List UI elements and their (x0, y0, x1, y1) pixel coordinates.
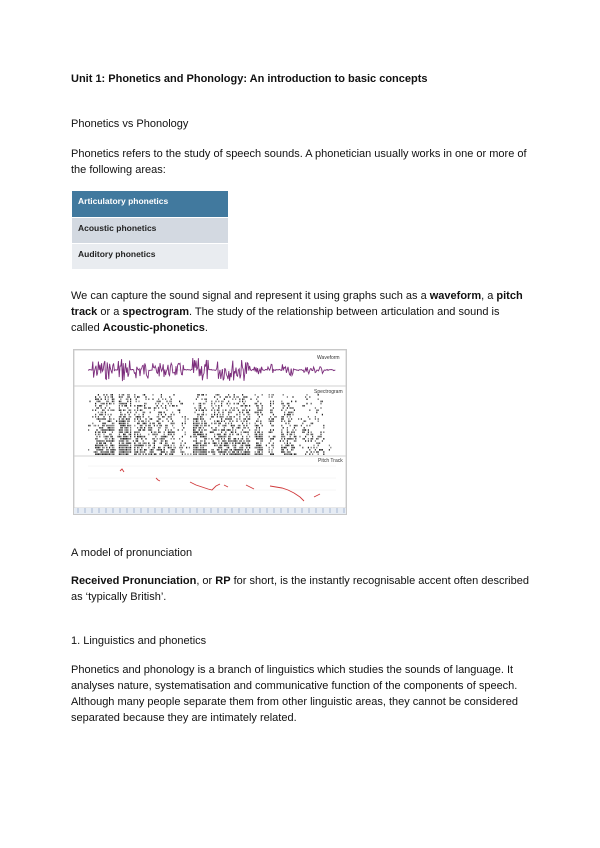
intro-paragraph: Phonetics refers to the study of speech sounds. A phonetician usually works in one or more of the following areas: (71, 148, 527, 176)
section-heading-linguistics-and-phonetics: 1. Linguistics and phonetics (71, 635, 207, 647)
pitch-label: Pitch Track (318, 458, 343, 464)
pitch-panel (74, 456, 346, 508)
page-title: Unit 1: Phonetics and Phonology: An introduction to basic concepts (71, 73, 428, 85)
phonetics-areas-table (72, 191, 228, 271)
time-axis (74, 508, 346, 514)
speech-analysis-svg (74, 350, 346, 514)
term-pitch-track: pitch track (71, 290, 523, 318)
linguistics-paragraph: Phonetics and phonology is a branch of linguistics which studies the sounds of language. It analyses nature, systematisation and communicative function of the components of speech. Although many people separate them from other linguistic areas, they cannot be considered separated because they are intimately related. (71, 664, 518, 724)
rp-paragraph: Received Pronunciation, or RP for short, is the instantly recognisable accent often described as ‘typically British’. (71, 575, 529, 603)
section-heading-model-of-pronunciation: A model of pronunciation (71, 547, 193, 559)
acoustic-paragraph: We can capture the sound signal and represent it using graphs such as a waveform, a pitch track or a spectrogram. The study of the relationship between articulation and sound is called Acoustic-phonetics. (71, 290, 523, 334)
term-received-pronunciation: Received Pronunciation (71, 575, 197, 587)
area-articulatory: Articulatory phonetics (72, 191, 228, 217)
speech-analysis-figure (73, 349, 347, 515)
area-auditory: Auditory phonetics (72, 243, 228, 269)
term-waveform: waveform (429, 290, 482, 302)
term-spectrogram: spectrogram (122, 306, 190, 318)
spectrogram-label: Spectrogram (314, 389, 343, 395)
section-heading-phonetics-vs-phonology: Phonetics vs Phonology (71, 118, 189, 130)
term-acoustic-phonetics: Acoustic-phonetics (102, 322, 205, 334)
waveform-label: Waveform (317, 355, 340, 361)
area-acoustic: Acoustic phonetics (72, 217, 228, 243)
term-rp: RP (215, 575, 231, 587)
